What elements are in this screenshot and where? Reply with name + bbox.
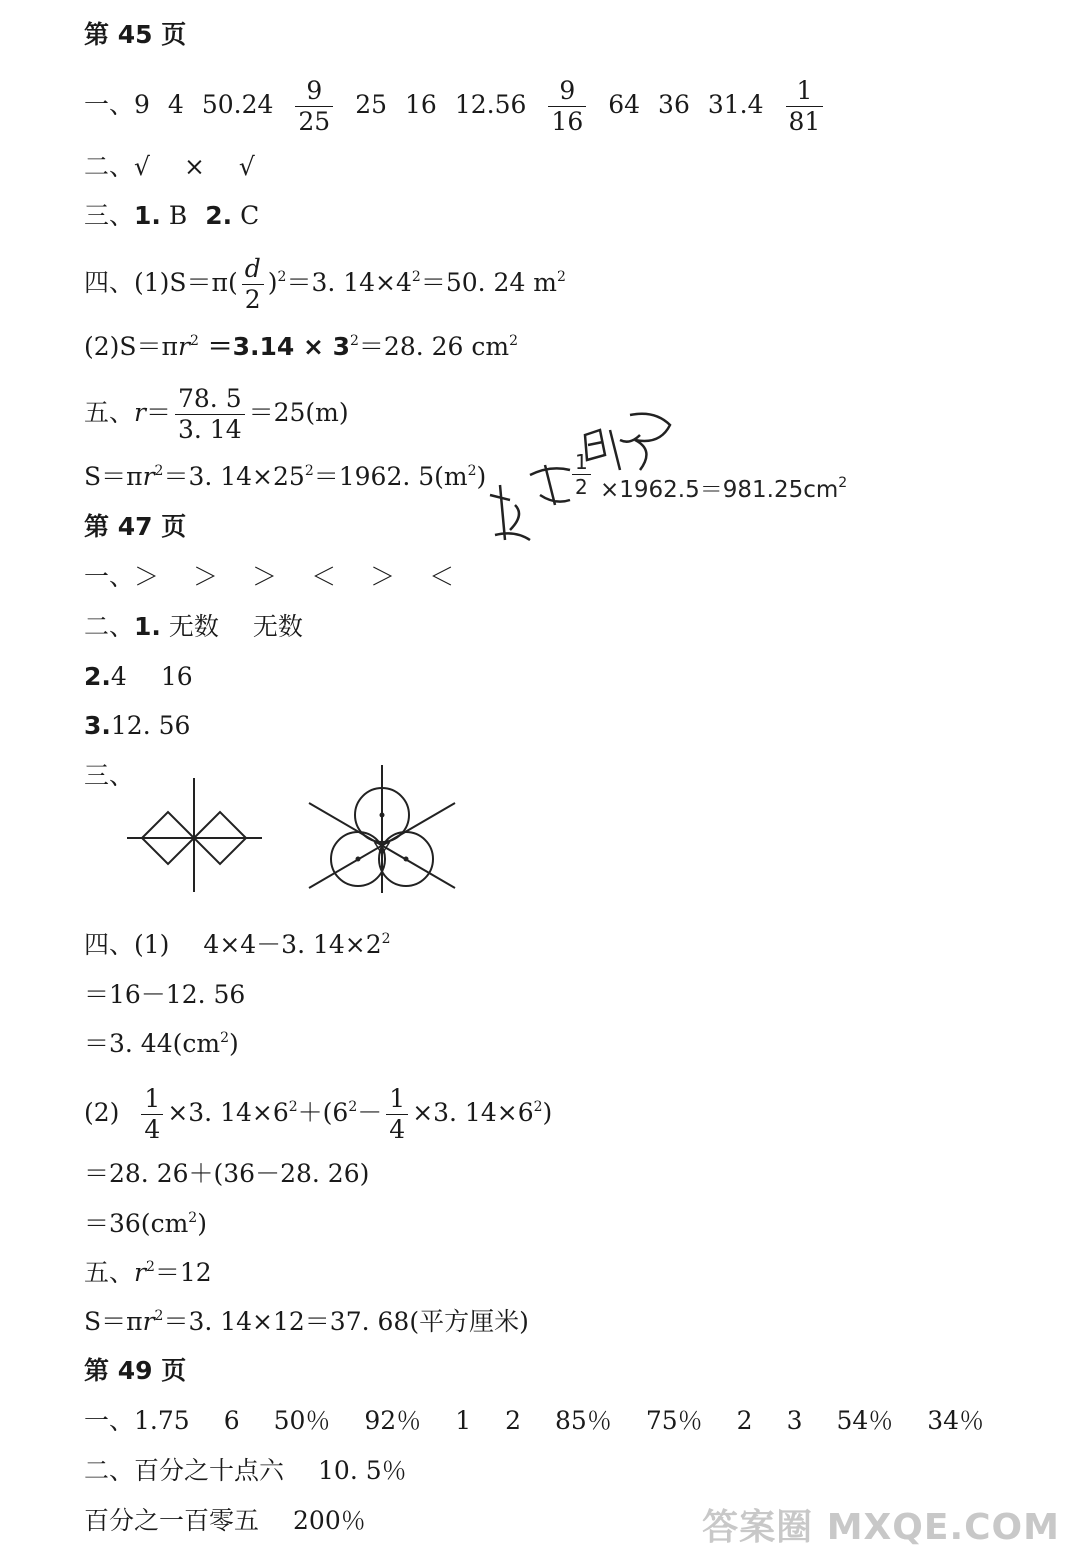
p49-q1 — [84, 1408, 984, 1433]
answer: 2 — [736, 1406, 753, 1435]
expression: 4×4－3. 14×2 — [203, 930, 382, 959]
answer: 16 — [160, 662, 193, 691]
text: ) — [476, 462, 487, 491]
answer: 12. 56 — [110, 711, 191, 740]
fraction: $\frac{1}{81}$ — [786, 76, 824, 137]
comparison-sign: ＞ — [252, 562, 278, 591]
fraction: $\frac{9}{16}$ — [548, 76, 586, 137]
answer: 4 — [110, 662, 127, 691]
text: S＝π — [84, 462, 143, 491]
page-47-heading: 第 47 页 — [84, 512, 187, 541]
superscript: 2 — [277, 269, 287, 285]
superscript: 2 — [154, 1308, 164, 1324]
superscript: 2 — [154, 463, 164, 479]
p45-q1 — [84, 76, 827, 137]
text: ＝3. 14×4 — [286, 268, 412, 297]
variable: r — [134, 1258, 146, 1287]
item-number: 2. — [205, 201, 233, 230]
fraction: $\frac{1}{4}$ — [386, 1084, 408, 1145]
superscript: 2 — [189, 333, 199, 349]
label: 二、 — [84, 152, 135, 181]
text: (2)S＝π — [84, 332, 178, 361]
answer: 54％ — [836, 1406, 894, 1435]
superscript: 2 — [509, 333, 519, 349]
p47-q4-1 — [84, 932, 391, 957]
label: 五、 — [84, 398, 135, 427]
answer: 25 — [355, 90, 388, 119]
text: ＝50. 24 m — [420, 268, 557, 297]
symmetric-squares-figure — [122, 775, 267, 895]
text: ×3. 14×6 — [412, 1098, 534, 1127]
answer: 12.56 — [454, 90, 527, 119]
comparison-sign: ＞ — [370, 562, 396, 591]
page-45-heading: 第 45 页 — [84, 20, 187, 49]
label: 一、 — [84, 90, 135, 119]
p47-q1 — [84, 564, 454, 589]
p49-q2 — [84, 1458, 407, 1483]
variable: r — [142, 462, 155, 491]
text: ＝28. 26 cm — [358, 332, 510, 361]
text: ＝3. 14×12＝37. 68(平方厘米) — [163, 1307, 529, 1336]
text: － — [357, 1098, 383, 1127]
label: 一、 — [84, 562, 135, 591]
comparison-sign: ＜ — [311, 562, 337, 591]
label: 三、 — [84, 201, 135, 230]
superscript: 2 — [304, 463, 314, 479]
p47-q2-2 — [84, 664, 193, 689]
answer: 6 — [223, 1406, 240, 1435]
superscript: 2 — [348, 1099, 358, 1115]
page-49-heading: 第 49 页 — [84, 1356, 187, 1385]
superscript: 2 — [350, 333, 359, 349]
text: ) — [197, 1209, 207, 1238]
p47-q5-1 — [84, 1260, 212, 1285]
answer: B — [168, 201, 188, 230]
comparison-sign: ＞ — [134, 562, 160, 591]
answer: 75 — [157, 1406, 190, 1435]
fraction: $\frac{78. 5}{3. 14}$ — [175, 384, 245, 445]
p45-q2 — [84, 154, 255, 179]
item-number: 3. — [84, 711, 111, 740]
label: 四、(1) — [84, 930, 170, 959]
answer: 36 — [658, 90, 690, 119]
label: 一、 — [84, 1406, 135, 1435]
answer: 200％ — [293, 1506, 366, 1535]
cross-mark: × — [183, 152, 205, 181]
answer: 3 — [786, 1406, 803, 1435]
superscript: 2 — [411, 269, 421, 285]
text: ＝3. 14×25 — [163, 462, 305, 491]
check-mark: √ — [134, 152, 150, 181]
answer: 2 — [505, 1406, 522, 1435]
item-number: 1. — [134, 201, 161, 230]
watermark-logo: 答案圈 MXQE.COM — [702, 1507, 1060, 1548]
p45-q5-1 — [84, 384, 349, 445]
superscript: 2 — [533, 1099, 543, 1115]
answer: 16 — [405, 90, 437, 119]
fraction: $\frac{1}{4}$ — [141, 1084, 163, 1145]
answer: 1 — [455, 1406, 472, 1435]
text: 四、(1)S＝π( — [84, 268, 238, 297]
text: ＝ — [145, 398, 171, 427]
p47-q3-label: 三、 — [84, 761, 135, 790]
p47-q4-step-1: ＝16－12. 56 — [84, 980, 246, 1009]
answer: 百分之十点六 — [134, 1456, 285, 1485]
answer: 64 — [608, 90, 641, 119]
item-number: 2. — [84, 662, 111, 691]
handwritten-fraction: $\frac{1}{2}$ — [568, 450, 595, 499]
variable: r — [134, 398, 146, 427]
answer: 无数 — [252, 612, 303, 641]
answer: 无数 — [168, 612, 219, 641]
p49-q3 — [84, 1508, 366, 1533]
text: ) — [267, 268, 278, 297]
superscript: 2 — [288, 1099, 298, 1115]
p45-q3 — [84, 203, 259, 228]
text: ＝3.14 × 3 — [198, 332, 350, 361]
p47-q4-step-2 — [84, 1031, 239, 1056]
p47-q4-2 — [84, 1084, 552, 1145]
p45-q4-2 — [84, 334, 518, 359]
fraction: $\frac{d}{2}$ — [242, 254, 264, 315]
text: S＝π — [84, 1307, 143, 1336]
p45-q5-2 — [84, 464, 486, 489]
answer: 9 — [134, 90, 150, 119]
answer: 75％ — [645, 1406, 703, 1435]
check-mark: √ — [238, 152, 255, 181]
item-number: 1. — [134, 612, 161, 641]
label: 五、 — [84, 1258, 135, 1287]
p47-q4-step-4 — [84, 1211, 207, 1236]
text: ＝25(m) — [248, 398, 349, 427]
text: ＝1962. 5(m — [313, 462, 468, 491]
answer: 百分之一百零五 — [84, 1506, 260, 1535]
text: ＋(6 — [297, 1098, 349, 1127]
superscript: 2 — [220, 1030, 229, 1046]
superscript: 2 — [557, 269, 566, 285]
label: 二、 — [84, 1456, 135, 1485]
variable: r — [177, 332, 190, 361]
p45-q4-1 — [84, 254, 566, 315]
answer: C — [240, 201, 260, 230]
answer: 31.4 — [707, 90, 764, 119]
answer: 4 — [167, 90, 184, 119]
answer: 50.24 — [201, 90, 274, 119]
superscript: 2 — [145, 1259, 155, 1275]
text: ×3. 14×6 — [167, 1098, 289, 1127]
handwritten-answer: $\times 1962.5=981.25cm^2$ — [600, 475, 848, 503]
comparison-sign: ＞ — [193, 562, 219, 591]
answer: 34％ — [927, 1406, 985, 1435]
superscript: 2 — [381, 931, 391, 947]
text: ) — [542, 1098, 553, 1127]
answer: 50％ — [273, 1406, 331, 1435]
p47-q5-2 — [84, 1309, 529, 1334]
answer: 92％ — [364, 1406, 422, 1435]
three-circles-figure — [305, 763, 460, 898]
p47-q4-step-3: ＝28. 26＋(36－28. 26) — [84, 1159, 370, 1188]
p47-q2-1 — [84, 614, 303, 639]
label: 二、 — [84, 612, 135, 641]
superscript: 2 — [188, 1210, 198, 1226]
text: ＝3. 44(cm — [84, 1029, 221, 1058]
text: ＝12 — [154, 1258, 212, 1287]
text: ＝36(cm — [84, 1209, 189, 1238]
fraction: $\frac{9}{25}$ — [295, 76, 333, 137]
answer: 10. 5％ — [318, 1456, 407, 1485]
p47-q2-3 — [84, 713, 190, 738]
label: (2) — [84, 1098, 120, 1127]
comparison-sign: ＜ — [429, 562, 455, 591]
text: ) — [229, 1029, 239, 1058]
variable: r — [142, 1307, 155, 1336]
superscript: 2 — [467, 463, 477, 479]
answer: 85％ — [555, 1406, 612, 1435]
item-number: 1. — [134, 1406, 158, 1435]
